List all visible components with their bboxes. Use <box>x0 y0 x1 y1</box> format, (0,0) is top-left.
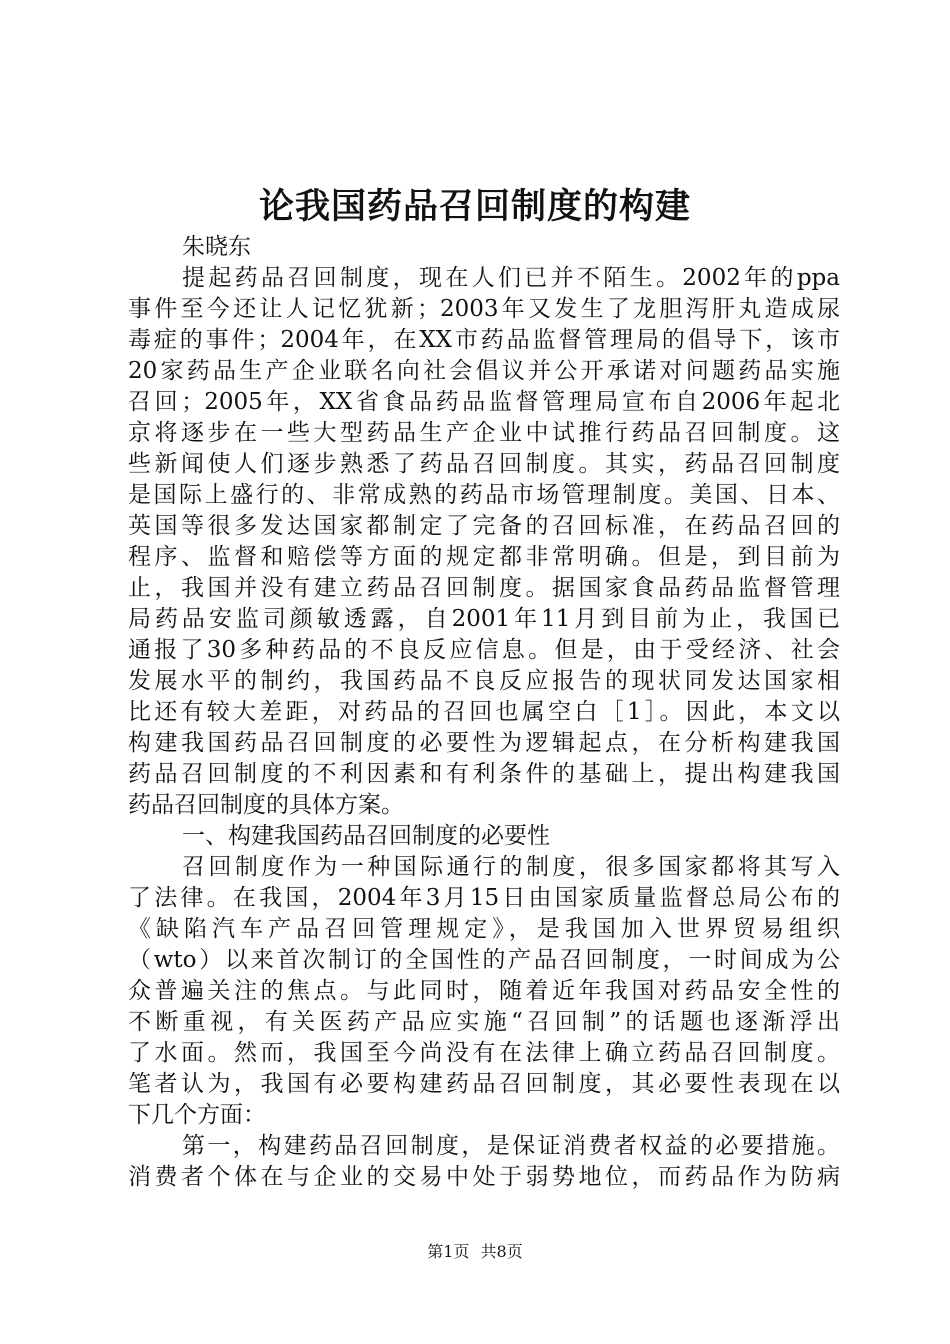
text-line: 召回制度作为一种国际通行的制度，很多国家都将其写入 <box>182 854 840 880</box>
text-line: 英国等很多发达国家都制定了完备的召回标准，在药品召回的 <box>128 513 840 539</box>
text-line: 下几个方面： <box>128 1102 266 1128</box>
page-number: 第1页 <box>427 1242 470 1261</box>
text-line: 发展水平的制约，我国药品不良反应报告的现状同发达国家相 <box>128 668 840 694</box>
text-line: 不断重视，有关医药产品应实施“召回制”的话题也逐渐浮出 <box>128 1009 840 1035</box>
text-line: （wto）以来首次制订的全国性的产品召回制度，一时间成为公 <box>128 947 840 973</box>
text-line: 药品召回制度的具体方案。 <box>128 792 404 818</box>
text-line: 是国际上盛行的、非常成熟的药品市场管理制度。美国、日本、 <box>128 482 840 508</box>
text-line: 通报了30多种药品的不良反应信息。但是，由于受经济、社会 <box>128 637 840 663</box>
document-body <box>128 232 840 1193</box>
text-line: 《缺陷汽车产品召回管理规定》，是我国加入世界贸易组织 <box>128 916 840 942</box>
text-line: 众普遍关注的焦点。与此同时，随着近年我国对药品安全性的 <box>128 978 840 1004</box>
text-line: 局药品安监司颜敏透露，自2001年11月到目前为止，我国已 <box>128 606 840 632</box>
text-line: 了水面。然而，我国至今尚没有在法律上确立药品召回制度。 <box>128 1040 840 1066</box>
page-footer <box>0 1242 950 1262</box>
text-line: 提起药品召回制度，现在人们已并不陌生。2002年的ppa <box>182 265 840 291</box>
text-line: 第一，构建药品召回制度，是保证消费者权益的必要措施。 <box>182 1133 840 1159</box>
text-line: 程序、监督和赔偿等方面的规定都非常明确。但是，到目前为 <box>128 544 840 570</box>
text-line: 构建我国药品召回制度的必要性为逻辑起点，在分析构建我国 <box>128 730 840 756</box>
text-line: 消费者个体在与企业的交易中处于弱势地位，而药品作为防病 <box>128 1164 840 1190</box>
text-line: 些新闻使人们逐步熟悉了药品召回制度。其实，药品召回制度 <box>128 451 840 477</box>
text-line: 20家药品生产企业联名向社会倡议并公开承诺对问题药品实施 <box>128 358 840 384</box>
text-line: 毒症的事件；2004年，在XX市药品监督管理局的倡导下，该市 <box>128 327 840 353</box>
text-line: 止，我国并没有建立药品召回制度。据国家食品药品监督管理 <box>128 575 840 601</box>
page-total: 共8页 <box>480 1242 523 1261</box>
text-line: 召回；2005年，XX省食品药品监督管理局宣布自2006年起北 <box>128 389 840 415</box>
document-title: 论我国药品召回制度的构建 <box>258 186 691 227</box>
text-line: 一、构建我国药品召回制度的必要性 <box>182 823 550 849</box>
author-line: 朱晓东 <box>182 234 251 260</box>
text-line: 比还有较大差距，对药品的召回也属空白［1］。因此，本文以 <box>128 699 840 725</box>
text-line: 笔者认为，我国有必要构建药品召回制度，其必要性表现在以 <box>128 1071 840 1097</box>
text-line: 药品召回制度的不利因素和有利条件的基础上，提出构建我国 <box>128 761 840 787</box>
text-line: 京将逐步在一些大型药品生产企业中试推行药品召回制度。这 <box>128 420 840 446</box>
text-line: 事件至今还让人记忆犹新；2003年又发生了龙胆泻肝丸造成尿 <box>128 296 840 322</box>
text-line: 了法律。在我国，2004年3月15日由国家质量监督总局公布的 <box>128 885 840 911</box>
